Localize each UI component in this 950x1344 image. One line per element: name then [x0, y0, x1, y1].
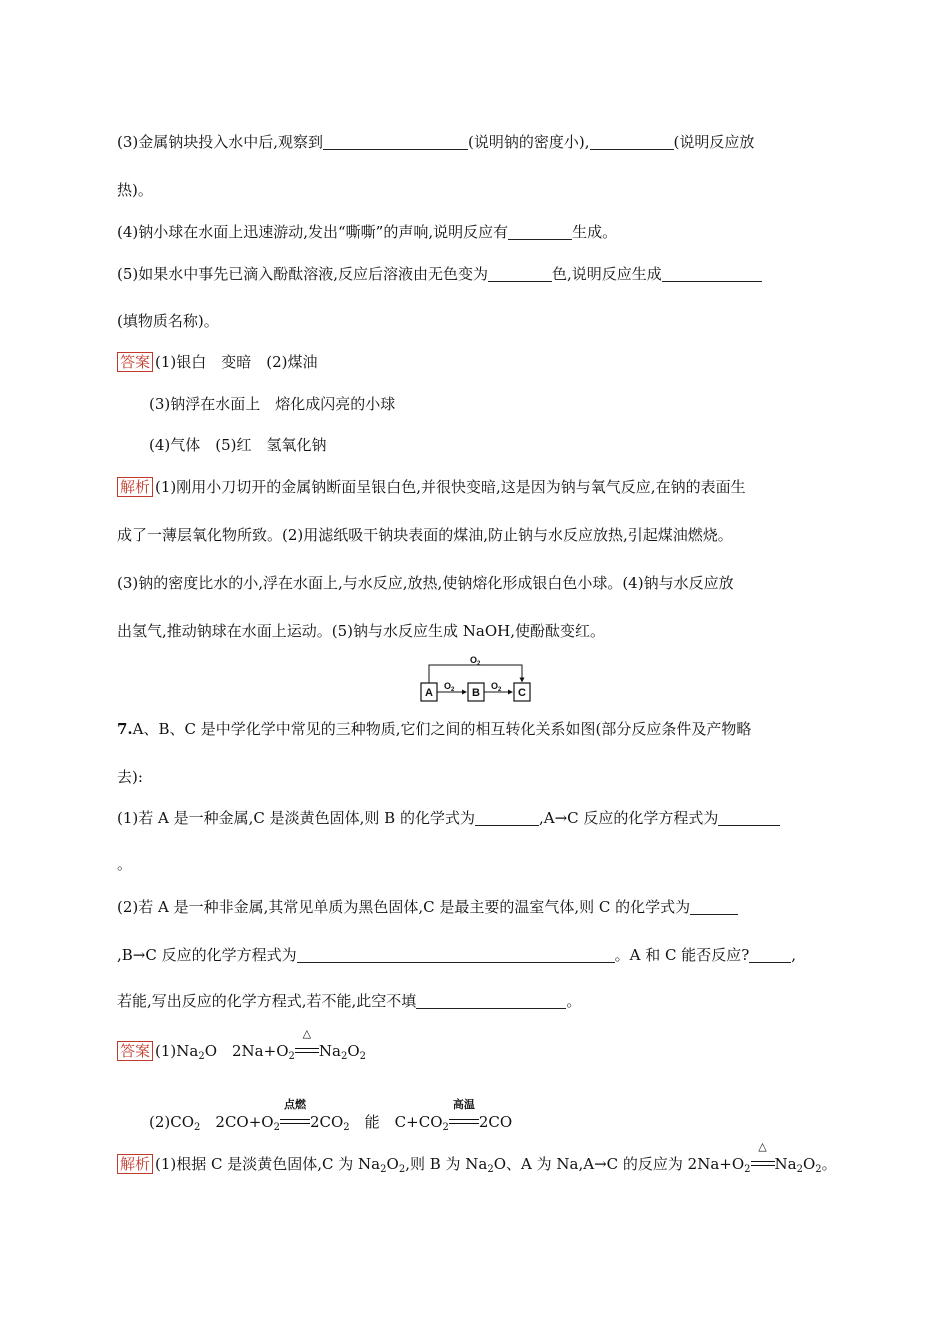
answer-blank[interactable] [323, 133, 468, 150]
label-b: B [472, 687, 480, 699]
o2-label-bc: $O_2$ [491, 681, 502, 693]
conversion-diagram [420, 654, 532, 704]
arrowhead [508, 690, 513, 695]
question-number: 7. [117, 720, 133, 738]
text: (3)金属钠块投入水中后,观察到 [117, 133, 324, 151]
q7-stem-line2: 去): [117, 768, 143, 786]
q6-part5-line2: (填物质名称)。 [117, 312, 219, 330]
text: (说明钠的密度小), [468, 133, 590, 151]
text: (1)若 A 是一种金属,C 是淡黄色固体,则 B 的化学式为 [117, 809, 475, 827]
answer-tag: 答案 [117, 352, 153, 372]
text: (说明反应放 [673, 133, 755, 151]
q7-stem-line1 [117, 719, 751, 739]
subscript: 2 [815, 1164, 822, 1175]
subscript: 2 [198, 1051, 205, 1062]
q6-analysis-line4: 出氢气,推动钠球在水面上运动。(5)钠与水反应生成 NaOH,使酚酞变红。 [117, 622, 606, 640]
text: ,A→C 反应的化学方程式为 [538, 809, 719, 827]
o2-label-ab: $O_2$ [444, 681, 455, 693]
answer-blank[interactable] [475, 809, 539, 826]
formula: 2CO [309, 1113, 344, 1131]
text: 生成。 [572, 223, 618, 241]
subscript: 2 [398, 1164, 406, 1175]
reaction-condition-heat [751, 1140, 775, 1171]
reaction-condition-high-temp [449, 1098, 479, 1129]
subscript: 2 [487, 1164, 494, 1175]
text: A、B、C 是中学化学中常见的三种物质,它们之间的相互转化关系如图(部分反应条件及产物略 [132, 720, 752, 738]
subscript: 2 [796, 1164, 803, 1175]
text: ,B→C 反应的化学方程式为 [117, 946, 297, 964]
arrow-a-c [429, 665, 522, 683]
text: 色,说明反应生成 [552, 265, 662, 283]
condition-label: 点燃 [283, 1098, 306, 1111]
equals-bar [280, 1119, 310, 1124]
q6-part5-line1 [117, 264, 762, 284]
text: (1)刚用小刀切开的金属钠断面呈银白色,并很快变暗,这是因为钠与氧气反应,在钠的表面生 [155, 478, 746, 496]
subscript: 2 [442, 1122, 449, 1133]
analysis-tag: 解析 [117, 477, 153, 497]
arrowhead [462, 690, 467, 695]
answer-blank[interactable] [662, 265, 762, 282]
q7-analysis-line1 [117, 1140, 837, 1175]
formula: O 2Na+O [204, 1042, 289, 1060]
arrowhead [520, 678, 525, 683]
q6-answer-line1 [117, 352, 318, 372]
q7-part2-line2 [117, 945, 796, 965]
formula: 能 C+CO [349, 1113, 443, 1131]
subscript: 2 [288, 1051, 295, 1062]
q6-answer-line2: (3)钠浮在水面上 熔化成闪亮的小球 [149, 395, 396, 413]
analysis-tag: 解析 [117, 1154, 153, 1174]
q6-analysis-line2: 成了一薄层氧化物所致。(2)用滤纸吸干钠块表面的煤油,防止钠与水反应放热,引起煤油燃烧。 [117, 526, 733, 544]
subscript: 2 [273, 1122, 280, 1133]
answer-blank[interactable] [416, 992, 566, 1009]
label-a: A [425, 687, 433, 699]
text: (1)根据 C 是淡黄色固体,C 为 Na [155, 1155, 381, 1173]
text: O [386, 1155, 399, 1173]
o2-label-top: $O_2$ [470, 655, 481, 667]
formula: 2CO [478, 1113, 513, 1131]
equals-bar [449, 1119, 479, 1124]
q7-part2-line3 [117, 991, 581, 1011]
reaction-condition-ignite [280, 1098, 310, 1129]
subscript: 2 [194, 1122, 201, 1133]
q7-part1-line1 [117, 808, 780, 828]
text: (4)钠小球在水面上迅速游动,发出“嘶嘶”的声响,说明反应有 [117, 223, 509, 241]
subscript: 2 [359, 1051, 367, 1062]
text: 。A 和 C 能否反应? [614, 946, 750, 964]
q7-answer-line2 [149, 1098, 513, 1133]
text: (1)银白 变暗 (2)煤油 [155, 353, 318, 371]
text: (2)若 A 是一种非金属,其常见单质为黑色固体,C 是最主要的温室气体,则 C 的化学式为 [117, 898, 691, 916]
reaction-condition-heat [295, 1027, 319, 1058]
answer-tag: 答案 [117, 1041, 153, 1061]
formula: (2)CO [149, 1113, 195, 1131]
answer-blank[interactable] [488, 265, 552, 282]
text: O、A 为 Na,A→C 的反应为 2Na+O [493, 1155, 745, 1173]
formula: (1)Na [155, 1042, 199, 1060]
text: Na [774, 1155, 797, 1173]
condition-label: △ [302, 1027, 312, 1040]
equals-bar [295, 1048, 319, 1053]
q6-part3-line2: 热)。 [117, 181, 153, 199]
subscript: 2 [380, 1164, 387, 1175]
q6-part3-line1 [117, 132, 754, 152]
condition-label: 高温 [452, 1098, 475, 1111]
equals-bar [751, 1161, 775, 1166]
subscript: 2 [744, 1164, 751, 1175]
q7-answer-line1 [117, 1027, 367, 1062]
subscript: 2 [343, 1122, 350, 1133]
q6-part4 [117, 222, 617, 242]
answer-blank[interactable] [590, 133, 674, 150]
q6-analysis-line1 [117, 477, 746, 497]
text: ,则 B 为 Na [405, 1155, 488, 1173]
q6-analysis-line3: (3)钠的密度比水的小,浮在水面上,与水反应,放热,使钠熔化形成银白色小球。(4)钠与水反应放 [117, 574, 734, 592]
condition-label: △ [758, 1140, 767, 1153]
text: O [802, 1155, 816, 1173]
answer-blank[interactable] [749, 946, 791, 963]
formula: 2CO+O [200, 1113, 274, 1131]
text: 。 [821, 1155, 837, 1173]
answer-blank[interactable] [508, 223, 572, 240]
text: (5)如果水中事先已滴入酚酞溶液,反应后溶液由无色变为 [117, 265, 489, 283]
q7-part2-line1 [117, 897, 738, 917]
q7-part1-line2: 。 [117, 855, 133, 873]
formula: Na [318, 1042, 341, 1060]
answer-blank[interactable] [297, 946, 615, 963]
formula: O [347, 1042, 360, 1060]
text: , [791, 946, 797, 964]
answer-blank[interactable] [718, 809, 780, 826]
text: 若能,写出反应的化学方程式,若不能,此空不填 [117, 992, 417, 1010]
q6-answer-line3: (4)气体 (5)红 氢氧化钠 [149, 436, 327, 454]
subscript: 2 [340, 1051, 348, 1062]
label-c: C [518, 687, 526, 699]
text: 。 [566, 992, 582, 1010]
answer-blank[interactable] [690, 898, 738, 915]
